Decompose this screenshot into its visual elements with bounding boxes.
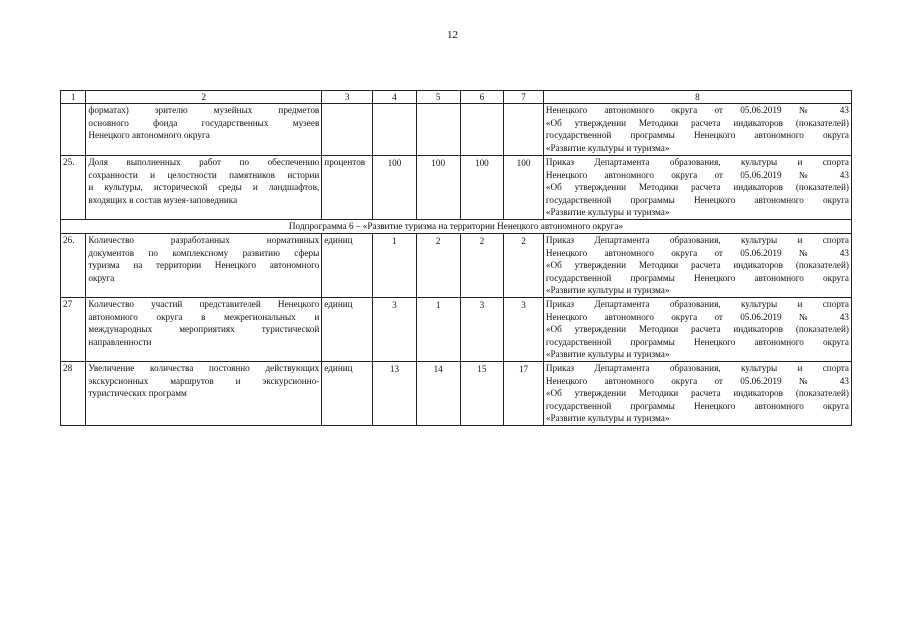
value-col6: 15 xyxy=(460,362,504,426)
indicator-name: Увеличение количества постоянно действующих экскурсионных маршрутов и экскурсионно- туристических программ xyxy=(86,362,322,426)
indicator-name: Доля выполненных работ по обеспечению сохранности и целостности памятников истории и культуры, исторической среды и ландшафтов, входящих в состав музея-заповедника xyxy=(86,156,322,220)
value-col7: 100 xyxy=(504,156,544,220)
subprogram-row xyxy=(61,220,852,234)
source-document: Приказ Департамента образования, культуры и спорта Ненецкого автономного округа от 05.06.2019 № 43 «Об утверждении Методики расчета индикаторов (показателей) государственной программы Ненецкого автономного округа «Развитие культуры и туризма» xyxy=(543,156,851,220)
column-header: 8 xyxy=(543,91,851,104)
value-col6: 3 xyxy=(460,298,504,362)
value-col5: 14 xyxy=(416,362,460,426)
indicator-name: Количество разработанных нормативных документов по комплексному развитию сферы туризма на территории Ненецкого автономного округа xyxy=(86,234,322,298)
value-col4: 3 xyxy=(373,298,417,362)
value-col4 xyxy=(373,104,417,156)
value-col6: 2 xyxy=(460,234,504,298)
value-col5: 1 xyxy=(416,298,460,362)
indicator-name: форматах) зрителю музейных предметов основного фонда государственных музеев Ненецкого автономного округа xyxy=(86,104,322,156)
row-number: 25. xyxy=(61,156,86,220)
unit: единиц xyxy=(322,234,373,298)
unit: единиц xyxy=(322,298,373,362)
table-row xyxy=(61,104,852,156)
value-col7: 3 xyxy=(504,298,544,362)
indicators-table xyxy=(60,90,852,426)
value-col5: 100 xyxy=(416,156,460,220)
column-header: 1 xyxy=(61,91,86,104)
column-header: 6 xyxy=(460,91,504,104)
column-header: 2 xyxy=(86,91,322,104)
source-document: Приказ Департамента образования, культуры и спорта Ненецкого автономного округа от 05.06.2019 № 43 «Об утверждении Методики расчета индикаторов (показателей) государственной программы Ненецкого автономного округа «Развитие культуры и туризма» xyxy=(543,362,851,426)
column-header: 4 xyxy=(373,91,417,104)
unit: процентов xyxy=(322,156,373,220)
source-document: Ненецкого автономного округа от 05.06.2019 № 43 «Об утверждении Методики расчета индикаторов (показателей) государственной программы Ненецкого автономного округа «Развитие культуры и туризма» xyxy=(543,104,851,156)
row-number: 27 xyxy=(61,298,86,362)
table-header-row xyxy=(61,91,852,104)
table-row xyxy=(61,156,852,220)
value-col7 xyxy=(504,104,544,156)
indicator-name: Количество участий представителей Ненецкого автономного округа в межрегиональных и международных мероприятиях туристической направленности xyxy=(86,298,322,362)
column-header: 7 xyxy=(504,91,544,104)
source-document: Приказ Департамента образования, культуры и спорта Ненецкого автономного округа от 05.06.2019 № 43 «Об утверждении Методики расчета индикаторов (показателей) государственной программы Ненецкого автономного округа «Развитие культуры и туризма» xyxy=(543,298,851,362)
row-number: 28 xyxy=(61,362,86,426)
value-col5: 2 xyxy=(416,234,460,298)
value-col6 xyxy=(460,104,504,156)
column-header: 5 xyxy=(416,91,460,104)
table-row xyxy=(61,234,852,298)
value-col4: 100 xyxy=(373,156,417,220)
value-col5 xyxy=(416,104,460,156)
value-col4: 1 xyxy=(373,234,417,298)
column-header: 3 xyxy=(322,91,373,104)
value-col6: 100 xyxy=(460,156,504,220)
value-col7: 17 xyxy=(504,362,544,426)
unit xyxy=(322,104,373,156)
table-row xyxy=(61,362,852,426)
row-number xyxy=(61,104,86,156)
source-document: Приказ Департамента образования, культуры и спорта Ненецкого автономного округа от 05.06.2019 № 43 «Об утверждении Методики расчета индикаторов (показателей) государственной программы Ненецкого автономного округа «Развитие культуры и туризма» xyxy=(543,234,851,298)
subprogram-title: Подпрограмма 6 – «Развитие туризма на территории Ненецкого автономного округа» xyxy=(61,220,852,234)
page-number: 12 xyxy=(447,29,458,41)
value-col7: 2 xyxy=(504,234,544,298)
row-number: 26. xyxy=(61,234,86,298)
value-col4: 13 xyxy=(373,362,417,426)
table-row xyxy=(61,298,852,362)
unit: единиц xyxy=(322,362,373,426)
